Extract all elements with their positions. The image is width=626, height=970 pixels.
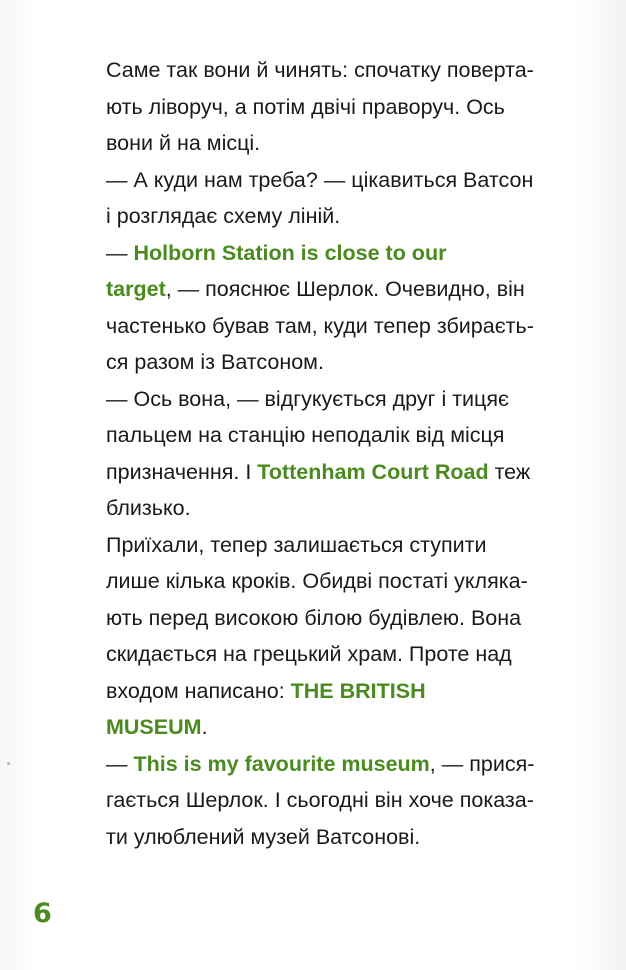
- english-phrase: MUSEUM: [106, 715, 202, 739]
- text-line: [106, 52, 576, 89]
- text-segment: , — прися-: [429, 751, 535, 776]
- text-line: [106, 454, 576, 491]
- text-segment: ють перед високою білою будівлею. Вона: [106, 605, 522, 630]
- text-segment: вони й на місці.: [106, 131, 261, 155]
- text-line: [106, 490, 576, 527]
- text-line: [106, 709, 576, 746]
- text-segment: —: [106, 240, 134, 265]
- text-segment: і розглядає схему ліній.: [106, 204, 341, 228]
- text-line: [106, 636, 576, 673]
- text-segment: ють ліворуч, а потім двічі праворуч. Ось: [106, 94, 505, 119]
- text-line: [106, 417, 576, 454]
- text-segment: теж: [488, 459, 531, 484]
- text-segment: входом написано:: [106, 678, 291, 703]
- text-line: [106, 673, 576, 710]
- english-phrase: target: [106, 277, 166, 301]
- text-line: [106, 782, 576, 819]
- text-segment: — А куди нам треба? — цікавиться Ватсон: [106, 167, 534, 192]
- text-segment: частенько бував там, куди тепер збираєть-: [106, 313, 534, 338]
- text-line: [106, 527, 576, 564]
- english-phrase: THE BRITISH: [290, 678, 426, 703]
- english-phrase: Holborn Station is close to our: [133, 240, 447, 265]
- text-segment: — Ось вона, — відгукується друг і тицяє: [106, 386, 509, 411]
- text-line: [106, 125, 576, 162]
- text-segment: Приїхали, тепер залишається ступити: [106, 532, 487, 557]
- text-segment: скидається на грецький храм. Проте над: [106, 642, 512, 666]
- text-line: [106, 271, 576, 308]
- text-segment: —: [106, 751, 134, 776]
- story-text: [106, 52, 576, 855]
- text-segment: призначення. І: [106, 459, 258, 484]
- text-line: [106, 89, 576, 126]
- text-segment: близько.: [106, 496, 191, 520]
- text-segment: Саме так вони й чинять: спочатку поверта-: [106, 58, 534, 82]
- text-line: [106, 381, 576, 418]
- english-phrase: This is my favourite museum: [133, 751, 430, 776]
- text-segment: гається Шерлок. І сьогодні він хоче показа-: [106, 788, 534, 812]
- text-line: [106, 746, 576, 783]
- text-segment: .: [201, 715, 208, 739]
- text-segment: лише кілька кроків. Обидві постаті укляка-: [106, 569, 528, 593]
- text-line: [106, 344, 576, 381]
- text-line: [106, 308, 576, 345]
- text-segment: , — пояснює Шерлок. Очевидно, він: [165, 277, 525, 301]
- text-line: [106, 819, 576, 856]
- paper-speck: [7, 762, 10, 765]
- text-line: [106, 600, 576, 637]
- page-number: 6: [33, 898, 51, 929]
- text-line: [106, 235, 576, 272]
- text-segment: пальцем на станцію неподалік від місця: [106, 423, 505, 447]
- text-segment: ти улюблений музей Ватсонові.: [106, 824, 421, 849]
- text-line: [106, 563, 576, 600]
- english-phrase: Tottenham Court Road: [257, 459, 489, 484]
- text-line: [106, 162, 576, 199]
- text-line: [106, 198, 576, 235]
- text-segment: ся разом із Ватсоном.: [106, 350, 324, 374]
